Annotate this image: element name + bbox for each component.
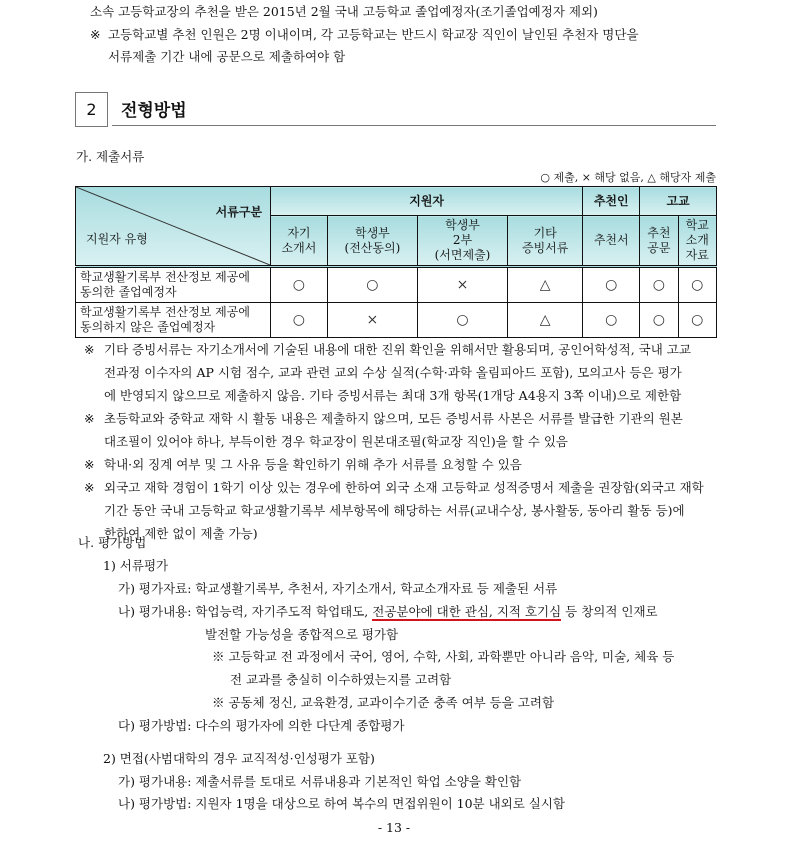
column-header [327,216,417,267]
note-line: 전과정 이수자의 AP 시험 점수, 교과 관련 교외 수상 실적(수학·과학 올림피아드 포함), 모의고사 등은 평가 [104,365,682,380]
highlighted-phrase: 전공분야에 대한 관심, 지적 호기심 [372,604,562,619]
note-mark: ※ [84,342,95,357]
column-header-line: 추천 [647,225,671,240]
doc-eval-title: 1) 서류평가 [103,558,169,573]
table-cell: ○ [271,267,328,303]
table-cell: × [327,303,417,338]
column-header-line: 2부 [452,233,473,248]
row-label-line: 동의하지 않은 졸업예정자 [80,320,216,334]
evaluation-heading: 나. 평가방법 [78,535,147,550]
documents-heading: 가. 제출서류 [76,149,145,164]
table-cell: ○ [678,267,716,303]
column-header [583,216,640,267]
diagonal-line [76,187,270,265]
note-line: 초등학교와 중학교 재학 시 활동 내용은 제출하지 않으며, 모든 증빙서류 사본은 서류를 발급한 기관의 원본 [104,411,683,426]
row-label [76,267,271,303]
note-line: 기타 증빙서류는 자기소개서에 기술된 내용에 대한 진위 확인을 위해서만 활용되며, 공인어학성적, 국내 고교 [104,342,691,357]
column-header-line: 자기 [287,225,311,240]
table-legend: ○ 제출, × 해당 없음, △ 해당자 제출 [540,171,716,184]
interview-b: 나) 평가방법: 지원자 1명을 대상으로 하여 복수의 면접위원이 10분 내외로 실시함 [118,796,566,811]
column-header-line: 자료 [685,248,709,263]
doc-eval-c: 다) 평가방법: 다수의 평가자에 의한 다단계 종합평가 [118,718,405,733]
note-line: 기간 동안 국내 고등학교 학교생활기록부 세부항목에 해당하는 서류(교내수상, 봉사활동, 동아리 활동 등)에 [104,503,685,518]
note-mark: ※ [84,411,95,426]
doc-eval-b-cont: 발전할 가능성을 종합적으로 평가함 [205,627,399,642]
row-label-line: 동의한 졸업예정자 [80,285,177,299]
doc-eval-b [118,604,658,620]
doc-eval-b-post: 등 창의적 인재로 [561,604,658,619]
interview-title: 2) 면접(사범대학의 경우 교직적성·인성평가 포함) [103,751,375,766]
column-header-line: (전산동의) [344,240,401,255]
column-header-line: 학교 [685,218,709,233]
note-line: 대조필이 있어야 하나, 부득이한 경우 학교장이 원본대조필(학교장 직인)을 할 수 있음 [104,434,569,449]
table-cell: △ [508,267,583,303]
group-recommender: 추천인 [583,187,640,216]
column-header-line: 공문 [647,240,671,255]
column-header [417,216,507,267]
table-cell: △ [508,303,583,338]
section-title: 전형방법 [121,101,187,121]
table-row [76,303,717,338]
table-cell: ○ [271,303,328,338]
interview-a: 가) 평가내용: 제출서류를 토대로 서류내용과 기본적인 학업 소양을 확인함 [118,774,522,789]
column-header-line: 학생부 [445,218,480,233]
table-cell: × [417,267,507,303]
intro-note-cont: 서류제출 기간 내에 공문으로 제출하여야 함 [108,49,346,64]
column-header-line: 소개 [685,233,709,248]
note-line: 외국고 재학 경험이 1학기 이상 있는 경우에 한하여 외국 소재 고등학교 성적증명서 제출을 권장함(외국고 재학 [104,480,704,495]
corner-bottom-label: 지원자 유형 [86,232,148,246]
column-header-line: 기타 [533,225,557,240]
row-label-line: 학교생활기록부 전산정보 제공에 [80,270,250,284]
table-cell: ○ [327,267,417,303]
page-number: - 13 - [377,820,411,835]
doc-eval-note2: ※ 공동체 정신, 교육환경, 교과이수기준 충족 여부 등을 고려함 [212,695,555,710]
note-mark: ※ [84,480,95,495]
doc-eval-note1: ※ 고등학교 전 과정에서 국어, 영어, 수학, 사회, 과학뿐만 아니라 음악, 미술, 체육 등 [212,649,675,664]
note-mark: ※ [90,27,101,42]
doc-eval-note1-cont: 전 교과를 충실히 이수하였는지를 고려함 [230,672,452,687]
note-line: 에 반영되지 않으므로 제출하지 않음. 기타 증빙서류는 최대 3개 항목(1개당 A4용지 3쪽 이내)으로 제한함 [104,388,682,403]
documents-table [75,186,717,338]
table-row [76,267,717,303]
table-cell: ○ [583,303,640,338]
column-header-line: (서면제출) [434,248,491,263]
table-cell: ○ [640,303,678,338]
column-header-line: 학생부 [354,225,390,240]
column-header-line: 소개서 [281,240,317,255]
section-divider [112,125,716,126]
row-label [76,303,271,338]
doc-eval-b-pre: 나) 평가내용: 학업능력, 자기주도적 학업태도, [118,604,373,619]
column-header [640,216,678,267]
corner-top-label: 서류구분 [215,205,262,219]
section-number: 2 [75,92,108,127]
table-cell: ○ [583,267,640,303]
corner-header [76,187,271,267]
column-header-line: 증빙서류 [521,240,569,255]
note-mark: ※ [84,457,95,472]
column-header-line: 추천서 [593,233,629,248]
row-label-line: 학교생활기록부 전산정보 제공에 [80,305,250,319]
table-cell: ○ [640,267,678,303]
column-header [271,216,328,267]
doc-eval-a: 가) 평가자료: 학교생활기록부, 추천서, 자기소개서, 학교소개자료 등 제출된 서류 [118,581,558,596]
note-line: 학내·외 징계 여부 및 그 사유 등을 확인하기 위해 추가 서류를 요청할 수 있음 [104,457,522,472]
note-line: 한하여 제한 없이 제출 가능) [104,526,258,541]
intro-note: 고등학교별 추천 인원은 2명 이내이며, 각 고등학교는 반드시 학교장 직인이 날인된 추천자 명단을 [108,27,639,42]
intro-line: 소속 고등학교장의 추천을 받은 2015년 2월 국내 고등학교 졸업예정자(조기졸업예정자 제외) [90,4,598,19]
table-cell: ○ [678,303,716,338]
table-cell: ○ [417,303,507,338]
column-header [678,216,716,267]
group-applicant: 지원자 [271,187,583,216]
group-school: 고교 [640,187,717,216]
column-header [508,216,583,267]
